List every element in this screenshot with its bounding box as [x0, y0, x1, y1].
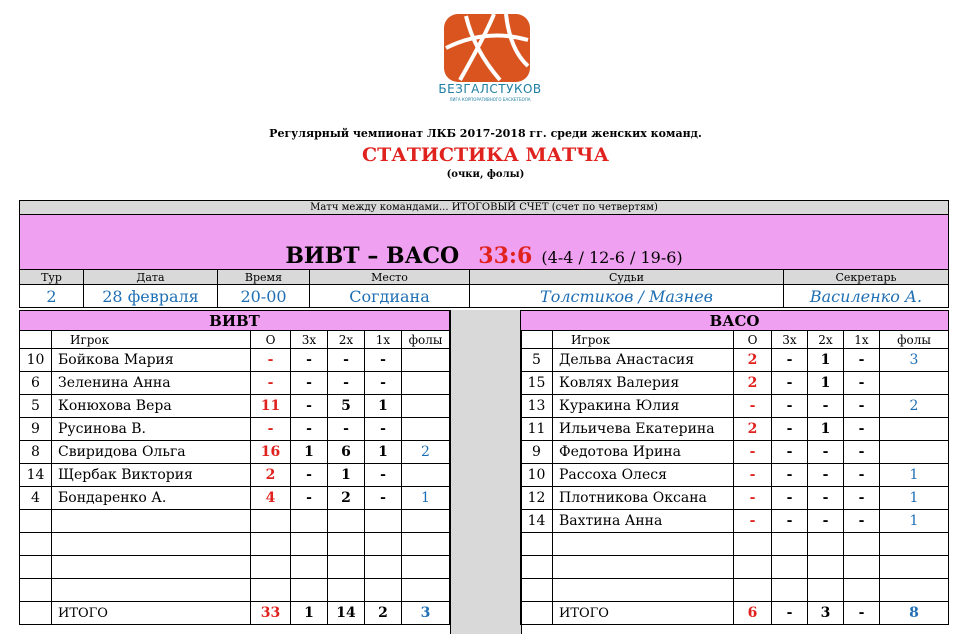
player-3x: - — [772, 487, 808, 510]
player-points: 2 — [734, 418, 772, 441]
player-fouls — [880, 418, 949, 441]
col-num — [521, 331, 553, 349]
player-row — [521, 556, 949, 579]
player-points: - — [734, 487, 772, 510]
player-1x: - — [365, 418, 402, 441]
player-row — [521, 464, 949, 487]
player-name: Куракина Юлия — [553, 395, 734, 418]
home-total-label: ИТОГО — [52, 602, 251, 625]
player-name: Бойкова Мария — [52, 349, 251, 372]
player-3x — [291, 556, 328, 579]
player-2x: 1 — [328, 464, 365, 487]
player-row — [20, 349, 450, 372]
label-tour: Тур — [20, 270, 84, 285]
player-row — [521, 372, 949, 395]
away-total-pts: 6 — [734, 602, 772, 625]
player-2x: 1 — [808, 349, 844, 372]
player-1x — [365, 556, 402, 579]
home-stats-table — [19, 310, 450, 625]
player-fouls — [402, 395, 450, 418]
player-points — [734, 533, 772, 556]
player-2x — [328, 510, 365, 533]
col-player: Игрок — [52, 331, 251, 349]
player-3x: 1 — [291, 441, 328, 464]
player-1x — [365, 510, 402, 533]
player-row — [20, 556, 450, 579]
player-number — [20, 579, 52, 602]
player-fouls — [402, 349, 450, 372]
player-2x: 1 — [808, 418, 844, 441]
player-points — [251, 556, 291, 579]
player-3x: - — [291, 464, 328, 487]
player-2x: - — [328, 349, 365, 372]
player-points — [251, 510, 291, 533]
player-fouls: 1 — [880, 487, 949, 510]
player-2x: - — [808, 487, 844, 510]
player-name — [52, 556, 251, 579]
player-fouls — [402, 372, 450, 395]
player-name — [553, 556, 734, 579]
player-row — [20, 533, 450, 556]
player-1x: - — [844, 349, 880, 372]
player-1x: - — [365, 349, 402, 372]
home-total-3x: 1 — [291, 602, 328, 625]
col-3x: 3х — [772, 331, 808, 349]
player-fouls — [880, 556, 949, 579]
player-row — [20, 510, 450, 533]
value-secretary: Василенко А. — [784, 285, 949, 308]
player-fouls — [402, 418, 450, 441]
player-number: 10 — [521, 464, 553, 487]
player-3x — [772, 556, 808, 579]
player-number: 9 — [521, 441, 553, 464]
player-3x: - — [772, 441, 808, 464]
col-pts: О — [734, 331, 772, 349]
player-row — [20, 395, 450, 418]
score-row — [20, 215, 949, 270]
home-total-2x: 14 — [328, 602, 365, 625]
player-name: Рассоха Олеся — [553, 464, 734, 487]
label-secretary: Секретарь — [784, 270, 949, 285]
value-date: 28 февраля — [84, 285, 218, 308]
player-points: - — [734, 395, 772, 418]
player-name: Зеленина Анна — [52, 372, 251, 395]
label-referees: Судьи — [470, 270, 784, 285]
player-2x: 1 — [808, 372, 844, 395]
label-date: Дата — [84, 270, 218, 285]
player-3x: - — [772, 510, 808, 533]
player-fouls: 3 — [880, 349, 949, 372]
player-points: - — [734, 464, 772, 487]
value-referees: Толстиков / Мазнев — [470, 285, 784, 308]
player-name: Бондаренко А. — [52, 487, 251, 510]
player-number: 14 — [521, 510, 553, 533]
player-name: Конюхова Вера — [52, 395, 251, 418]
away-total-3x: - — [772, 602, 808, 625]
player-1x: - — [844, 372, 880, 395]
player-fouls: 1 — [880, 464, 949, 487]
player-number: 4 — [20, 487, 52, 510]
total-num — [20, 602, 52, 625]
player-3x — [772, 579, 808, 602]
player-3x: - — [291, 349, 328, 372]
player-points: - — [251, 372, 291, 395]
player-row — [20, 372, 450, 395]
player-row — [20, 464, 450, 487]
player-name — [52, 533, 251, 556]
home-total-pts: 33 — [251, 602, 291, 625]
player-number — [521, 579, 553, 602]
player-row — [521, 349, 949, 372]
player-number: 13 — [521, 395, 553, 418]
home-total-fouls: 3 — [402, 602, 450, 625]
player-row — [521, 418, 949, 441]
label-time: Время — [218, 270, 310, 285]
player-fouls — [402, 510, 450, 533]
player-number — [20, 533, 52, 556]
player-fouls: 2 — [402, 441, 450, 464]
value-time: 20-00 — [218, 285, 310, 308]
player-points — [734, 579, 772, 602]
match-info-table — [19, 200, 949, 308]
player-number: 8 — [20, 441, 52, 464]
player-name: Плотникова Оксана — [553, 487, 734, 510]
player-2x — [808, 533, 844, 556]
col-1x: 1х — [365, 331, 402, 349]
player-number: 12 — [521, 487, 553, 510]
player-3x: - — [772, 418, 808, 441]
player-number: 5 — [521, 349, 553, 372]
player-number: 10 — [20, 349, 52, 372]
player-2x: 6 — [328, 441, 365, 464]
away-total-label: ИТОГО — [553, 602, 734, 625]
player-1x: - — [365, 372, 402, 395]
player-2x — [328, 579, 365, 602]
player-1x: - — [365, 464, 402, 487]
player-points: 2 — [734, 372, 772, 395]
player-3x: - — [291, 418, 328, 441]
player-2x: - — [328, 372, 365, 395]
player-fouls: 2 — [880, 395, 949, 418]
player-row — [521, 579, 949, 602]
player-number — [20, 556, 52, 579]
home-total-1x: 2 — [365, 602, 402, 625]
player-1x — [844, 579, 880, 602]
player-1x: - — [844, 487, 880, 510]
player-name — [553, 533, 734, 556]
player-3x — [291, 579, 328, 602]
player-2x: - — [808, 464, 844, 487]
player-number: 14 — [20, 464, 52, 487]
player-name: Ковлях Валерия — [553, 372, 734, 395]
player-number: 5 — [20, 395, 52, 418]
player-1x — [844, 533, 880, 556]
player-1x — [365, 579, 402, 602]
player-name: Ильичева Екатерина — [553, 418, 734, 441]
player-3x — [291, 510, 328, 533]
player-row — [521, 441, 949, 464]
player-3x: - — [291, 372, 328, 395]
player-fouls — [880, 441, 949, 464]
player-points: 2 — [734, 349, 772, 372]
player-row — [20, 579, 450, 602]
away-total-2x: 3 — [808, 602, 844, 625]
player-fouls — [880, 533, 949, 556]
player-fouls — [402, 464, 450, 487]
player-3x: - — [772, 395, 808, 418]
page-title: СТАТИСТИКА МАТЧА — [362, 144, 609, 166]
match-total-score: 33:6 — [478, 243, 533, 269]
player-number — [521, 533, 553, 556]
player-row — [20, 441, 450, 464]
player-1x: - — [365, 487, 402, 510]
total-num — [521, 602, 553, 625]
player-points: 4 — [251, 487, 291, 510]
player-points — [251, 579, 291, 602]
player-1x: - — [844, 441, 880, 464]
player-2x: - — [808, 441, 844, 464]
match-note: Матч между командами... ИТОГОВЫЙ СЧЕТ (счет по четвертям) — [20, 201, 949, 215]
player-name: Вахтина Анна — [553, 510, 734, 533]
player-number: 9 — [20, 418, 52, 441]
player-number — [521, 556, 553, 579]
player-fouls — [880, 372, 949, 395]
value-tour: 2 — [20, 285, 84, 308]
col-2x: 2х — [328, 331, 365, 349]
away-stats-table — [520, 310, 949, 625]
away-total-1x: - — [844, 602, 880, 625]
logo-subtitle: ЛИГА КОРПОРАТИВНОГО БАСКЕТБОЛА — [449, 97, 531, 102]
col-2x: 2х — [808, 331, 844, 349]
player-1x: - — [844, 510, 880, 533]
player-2x: 2 — [328, 487, 365, 510]
player-name: Щербак Виктория — [52, 464, 251, 487]
col-num — [20, 331, 52, 349]
player-2x — [808, 556, 844, 579]
player-1x: - — [844, 395, 880, 418]
player-name: Федотова Ирина — [553, 441, 734, 464]
player-row — [521, 487, 949, 510]
match-quarter-scores: (4-4 / 12-6 / 19-6) — [541, 248, 683, 267]
player-2x: - — [808, 510, 844, 533]
player-name: Дельва Анастасия — [553, 349, 734, 372]
player-fouls — [402, 579, 450, 602]
player-fouls — [402, 533, 450, 556]
player-number: 6 — [20, 372, 52, 395]
match-teams: ВИВТ – ВАСО — [285, 243, 460, 269]
player-1x — [365, 533, 402, 556]
player-number — [20, 510, 52, 533]
championship-title: Регулярный чемпионат ЛКБ 2017-2018 гг. среди женских команд. — [269, 127, 702, 140]
player-3x: - — [772, 372, 808, 395]
player-3x: - — [772, 349, 808, 372]
table-separator — [450, 310, 522, 634]
player-points: 16 — [251, 441, 291, 464]
player-points — [734, 556, 772, 579]
player-3x — [291, 533, 328, 556]
player-points: 2 — [251, 464, 291, 487]
value-place: Согдиана — [310, 285, 470, 308]
player-points: - — [734, 510, 772, 533]
col-player: Игрок — [553, 331, 734, 349]
col-fouls: фолы — [880, 331, 949, 349]
player-2x — [328, 533, 365, 556]
player-1x — [844, 556, 880, 579]
label-place: Место — [310, 270, 470, 285]
away-total-fouls: 8 — [880, 602, 949, 625]
player-3x — [772, 533, 808, 556]
player-row — [521, 533, 949, 556]
col-pts: О — [251, 331, 291, 349]
player-row — [20, 418, 450, 441]
player-2x: - — [808, 395, 844, 418]
player-row — [521, 510, 949, 533]
player-fouls — [880, 579, 949, 602]
player-row — [20, 487, 450, 510]
col-fouls: фолы — [402, 331, 450, 349]
player-3x: - — [291, 395, 328, 418]
player-1x: 1 — [365, 441, 402, 464]
player-fouls: 1 — [402, 487, 450, 510]
player-points: - — [251, 418, 291, 441]
player-2x: 5 — [328, 395, 365, 418]
player-points — [251, 533, 291, 556]
player-fouls: 1 — [880, 510, 949, 533]
page-subtitle: (очки, фолы) — [446, 169, 525, 180]
player-name — [553, 579, 734, 602]
away-team-name: ВАСО — [521, 311, 949, 331]
player-2x — [808, 579, 844, 602]
player-number: 15 — [521, 372, 553, 395]
player-number: 11 — [521, 418, 553, 441]
player-2x — [328, 556, 365, 579]
player-points: - — [251, 349, 291, 372]
player-1x: 1 — [365, 395, 402, 418]
player-1x: - — [844, 418, 880, 441]
logo-name: БЕЗГАЛСТУКОВ — [438, 82, 542, 96]
col-1x: 1х — [844, 331, 880, 349]
player-points: 11 — [251, 395, 291, 418]
player-row — [521, 395, 949, 418]
col-3x: 3х — [291, 331, 328, 349]
player-2x: - — [328, 418, 365, 441]
player-fouls — [402, 556, 450, 579]
player-name: Свиридова Ольга — [52, 441, 251, 464]
player-1x: - — [844, 464, 880, 487]
player-name — [52, 510, 251, 533]
home-team-name: ВИВТ — [20, 311, 450, 331]
player-3x: - — [291, 487, 328, 510]
player-3x: - — [772, 464, 808, 487]
player-name: Русинова В. — [52, 418, 251, 441]
player-points: - — [734, 441, 772, 464]
player-name — [52, 579, 251, 602]
